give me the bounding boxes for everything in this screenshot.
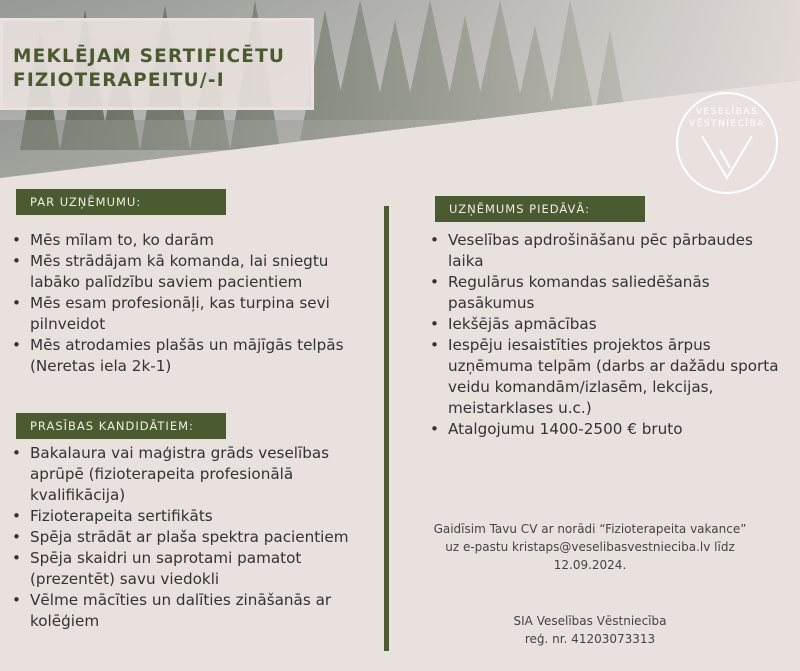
- list-item: • Iekšējās apmācības: [428, 314, 788, 335]
- list-item: • Mēs atrodamies plašās un mājīgās telpās (Neretas iela 2k-1): [10, 335, 382, 377]
- list-item: • Spēja skaidri un saprotami pamatot (prezentēt) savu viedokli: [10, 548, 382, 590]
- page-title: MEKLĒJAM SERTIFICĒTU FIZIOTERAPEITU/-I: [13, 46, 286, 91]
- list-item: • Fizioterapeita sertifikāts: [10, 506, 382, 527]
- list-item: • Regulārus komandas saliedēšanās pasākumus: [428, 272, 788, 314]
- about-heading: PAR UZŅĒMUMU:: [16, 189, 226, 215]
- offers-heading: UZŅĒMUMS PIEDĀVĀ:: [435, 196, 645, 222]
- cv-deadline: 12.09.2024.: [553, 558, 627, 572]
- offers-list: [428, 230, 788, 440]
- company-info: [440, 612, 740, 648]
- about-list: [10, 230, 382, 377]
- company-logo: [672, 88, 782, 198]
- cv-instructions-line1: Gaidīsim Tavu CV ar norādi “Fizioterapeita vakance”: [433, 522, 747, 536]
- list-item: • Spēja strādāt ar plaša spektra pacientiem: [10, 527, 382, 548]
- list-item: • Mēs strādājam kā komanda, lai sniegtu labāko palīdzību saviem pacientiem: [10, 251, 382, 293]
- cv-instructions-line2: uz e-pastu kristaps@veselibasvestnieciba.lv līdz: [445, 540, 735, 554]
- list-item: • Mēs mīlam to, ko darām: [10, 230, 382, 251]
- cv-instructions: [400, 520, 780, 574]
- company-registration: reģ. nr. 41203073313: [524, 632, 656, 646]
- logo-text-line2: VĒSTNIECĪBA: [689, 119, 765, 129]
- list-item: • Atalgojumu 1400-2500 € bruto: [428, 419, 788, 440]
- list-item: • Iespēju iesaistīties projektos ārpus uzņēmuma telpām (darbs ar dažādu sporta veidu komandām/izlasēm, lekcijas, meistarklases u.c.): [428, 335, 788, 419]
- requirements-list: [10, 443, 382, 632]
- company-name: SIA Veselības Vēstniecība: [513, 614, 667, 628]
- title-box: [0, 18, 314, 110]
- column-divider: [384, 206, 389, 651]
- logo-text-line1: VESELĪBAS: [695, 107, 759, 117]
- requirements-heading: PRASĪBAS KANDIDĀTIEM:: [16, 413, 226, 439]
- list-item: • Mēs esam profesionāļi, kas turpina sevi pilnveidot: [10, 293, 382, 335]
- list-item: • Veselības apdrošināšanu pēc pārbaudes laika: [428, 230, 788, 272]
- list-item: • Bakalaura vai maģistra grāds veselības aprūpē (fizioterapeita profesionālā kvalifikācija): [10, 443, 382, 506]
- list-item: • Vēlme mācīties un dalīties zināšanās ar kolēģiem: [10, 590, 382, 632]
